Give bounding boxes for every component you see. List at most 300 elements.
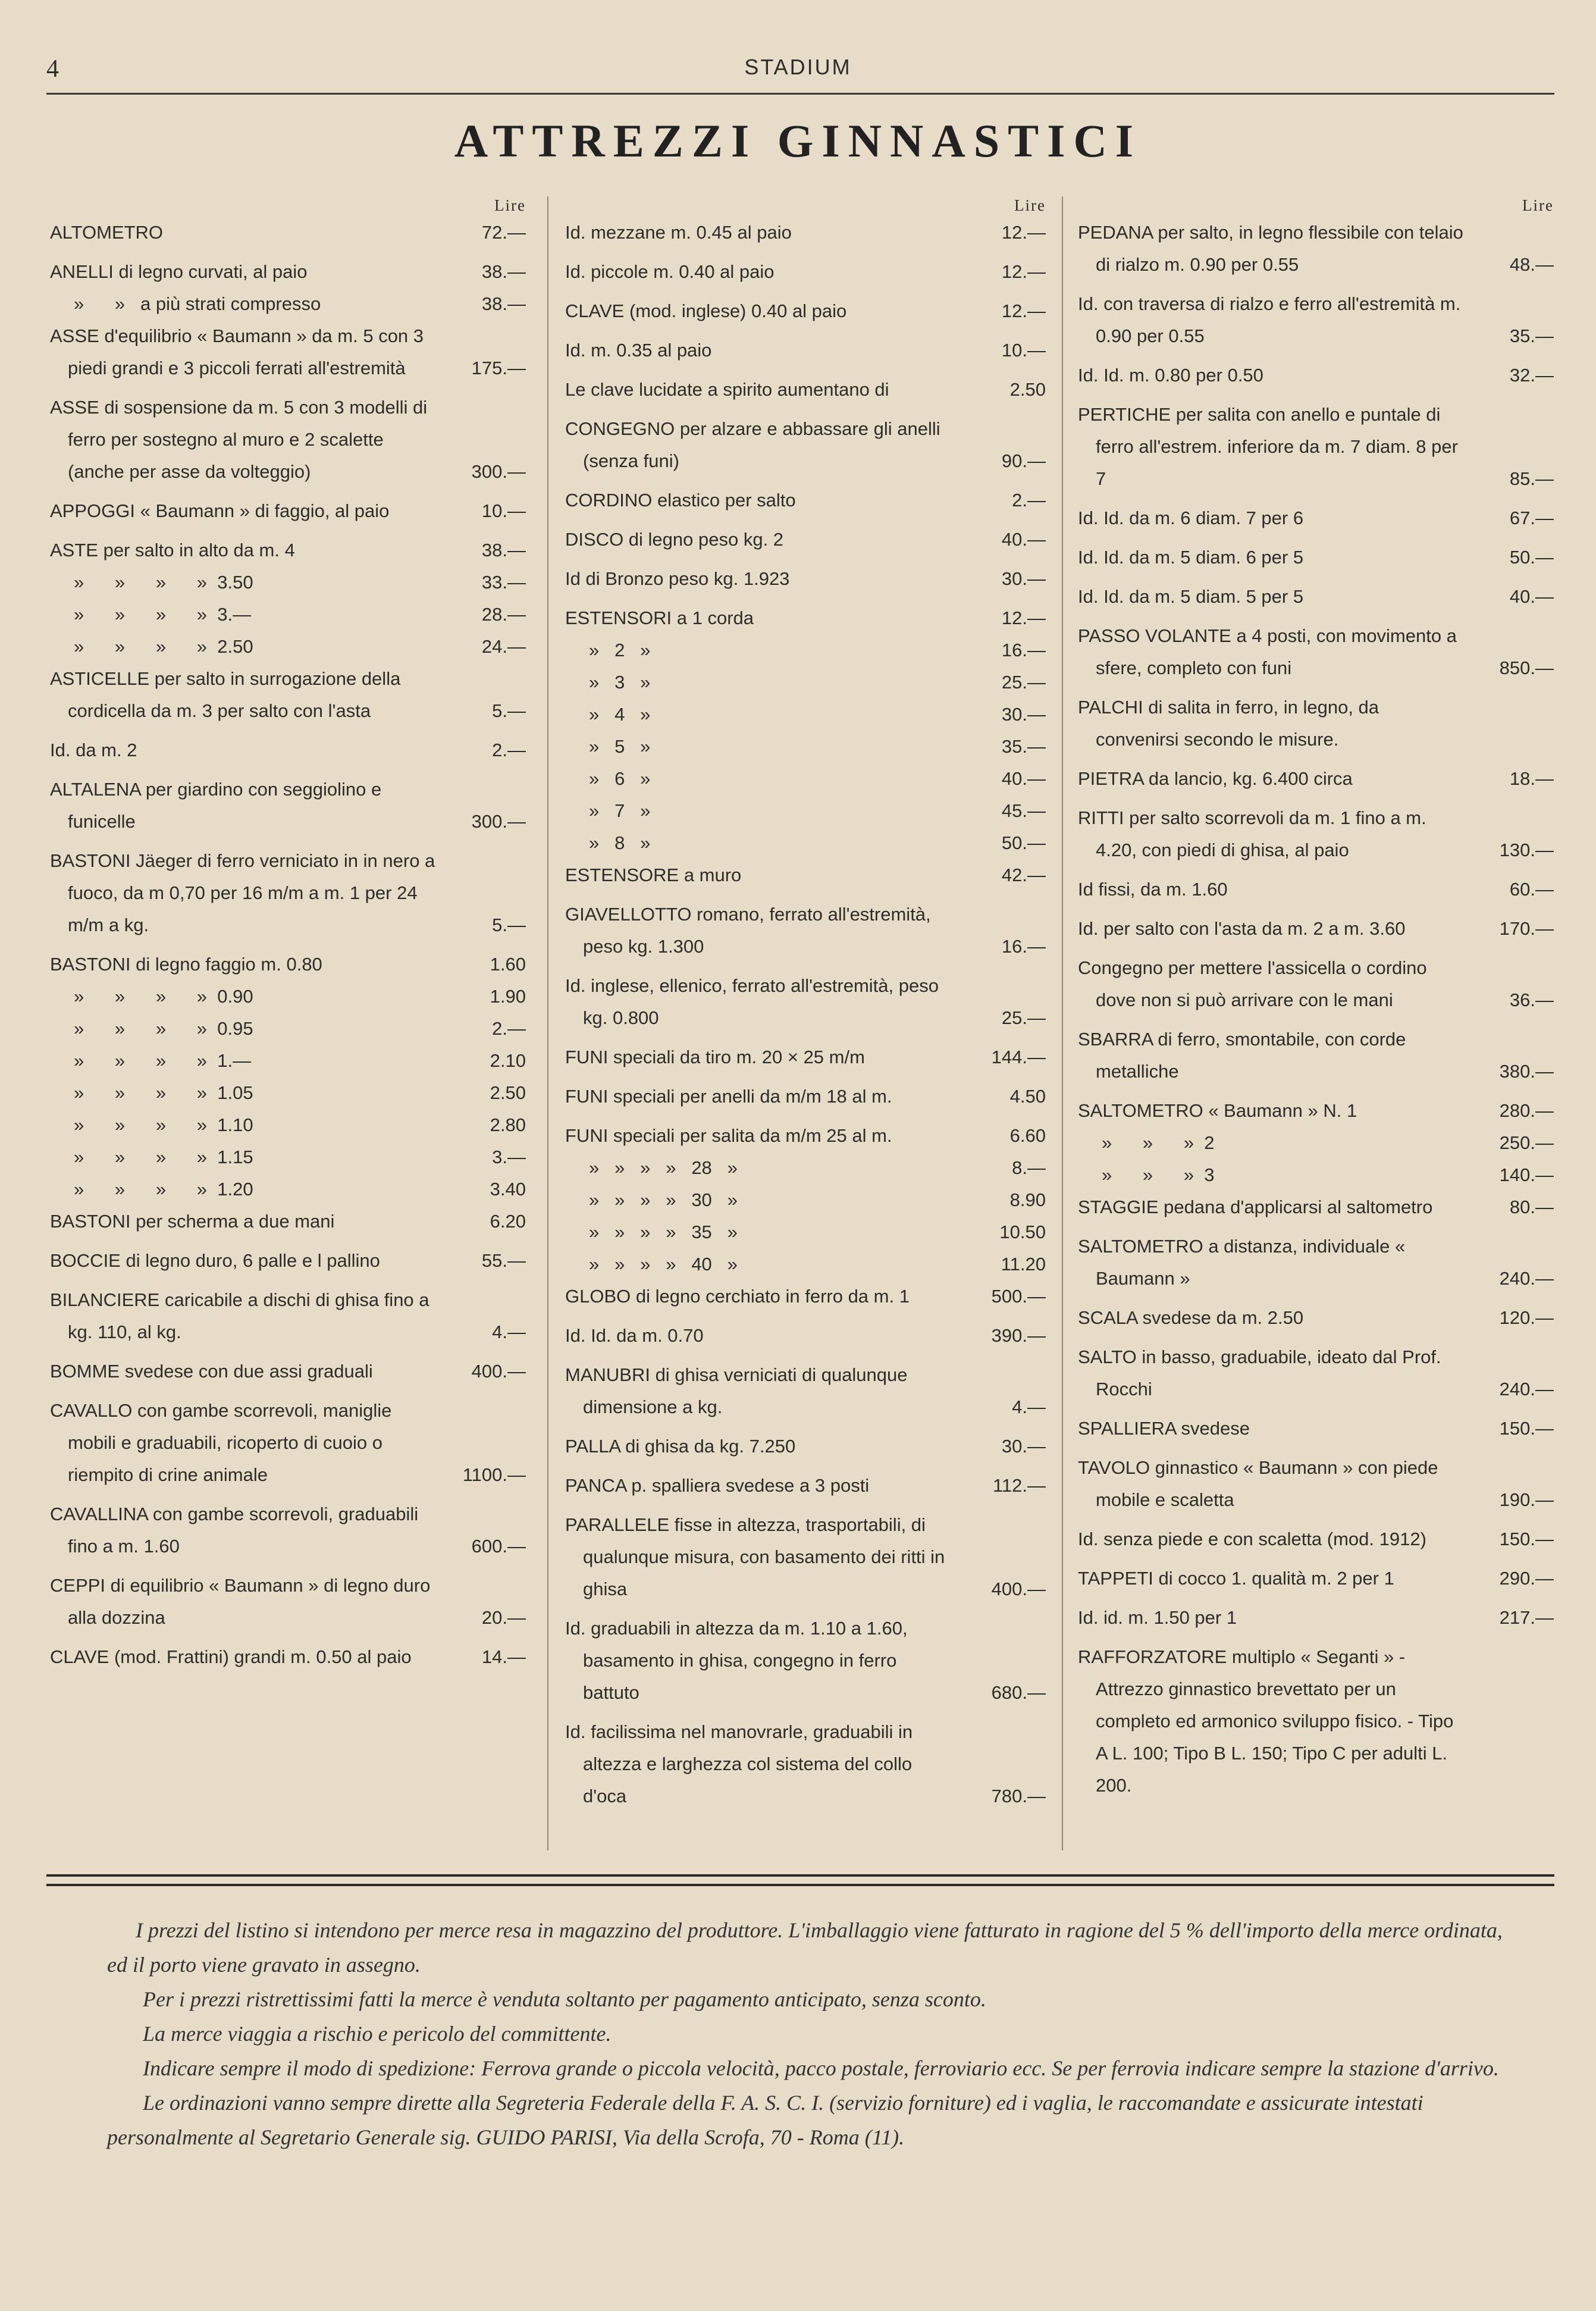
- item-price: 60.—: [1509, 879, 1554, 900]
- item-description: » 6 »: [589, 768, 651, 789]
- entry-spacer: [1078, 1295, 1554, 1302]
- item-description: ALTALENA per giardino con seggiolino e funicelle: [50, 779, 382, 832]
- item-description: RITTI per salto scorrevoli da m. 1 fino a m. 4.20, con piedi di ghisa, al paio: [1078, 807, 1426, 860]
- price-entry: [565, 1280, 1046, 1313]
- price-entry: [1078, 581, 1554, 613]
- item-description: ESTENSORI a 1 corda: [565, 608, 754, 628]
- item-price: 40.—: [1001, 529, 1046, 550]
- price-entry: [1078, 952, 1554, 1016]
- price-entry: [1078, 1302, 1554, 1334]
- item-price: 175.—: [471, 358, 526, 378]
- item-price: 2.80: [490, 1114, 526, 1135]
- item-description: » » » » 3.50: [74, 572, 253, 593]
- entry-spacer: [1078, 1223, 1554, 1230]
- entry-spacer: [565, 1034, 1046, 1041]
- price-entry: [565, 763, 1046, 795]
- entry-spacer: [50, 838, 526, 845]
- item-description: Id. facilissima nel manovrarle, graduabili in altezza e larghezza col sistema del collo d'oca: [565, 1721, 913, 1806]
- item-description: Id. mezzane m. 0.45 al paio: [565, 222, 792, 243]
- entry-spacer: [1078, 1445, 1554, 1452]
- item-price: 190.—: [1499, 1489, 1554, 1510]
- item-description: FUNI speciali per anelli da m/m 18 al m.: [565, 1086, 892, 1107]
- price-entry: [50, 845, 526, 941]
- entry-spacer: [565, 963, 1046, 970]
- item-price: 12.—: [1001, 300, 1046, 321]
- entry-spacer: [565, 249, 1046, 256]
- entry-spacer: [1078, 1634, 1554, 1641]
- item-description: Id. da m. 2: [50, 740, 137, 760]
- price-entry: [50, 1245, 526, 1277]
- item-description: Id. id. m. 1.50 per 1: [1078, 1607, 1237, 1628]
- price-entry: [50, 1077, 526, 1109]
- item-price: 38.—: [481, 261, 526, 282]
- price-entry: [565, 1184, 1046, 1216]
- price-entry: [50, 288, 526, 320]
- item-price: 8.—: [1012, 1157, 1046, 1178]
- item-description: FUNI speciali per salita da m/m 25 al m.: [565, 1125, 892, 1146]
- entry-spacer: [565, 891, 1046, 898]
- item-price: 16.—: [1001, 640, 1046, 660]
- entry-spacer: [50, 1388, 526, 1395]
- footer-rule: [46, 1874, 1554, 1877]
- price-entry: [565, 256, 1046, 288]
- price-entry: [50, 1141, 526, 1173]
- entry-spacer: [50, 384, 526, 392]
- entry-spacer: [1078, 756, 1554, 763]
- item-price: 1100.—: [462, 1464, 526, 1485]
- entry-spacer: [1078, 906, 1554, 913]
- price-entry: [565, 1359, 1046, 1423]
- entry-spacer: [1078, 1516, 1554, 1523]
- price-entry: [565, 1081, 1046, 1113]
- item-description: » 7 »: [589, 800, 651, 821]
- lire-column-heading: Lire: [1014, 196, 1046, 214]
- price-entry: [1078, 502, 1554, 534]
- item-price: 80.—: [1509, 1197, 1554, 1217]
- item-description: ANELLI di legno curvati, al paio: [50, 261, 308, 282]
- price-entry: [565, 1120, 1046, 1152]
- item-description: BOCCIE di legno duro, 6 palle e l pallino: [50, 1250, 380, 1271]
- item-description: Congegno per mettere l'assicella o cordino dove non si può arrivare con le mani: [1078, 957, 1427, 1010]
- item-description: STAGGIE pedana d'applicarsi al saltometro: [1078, 1197, 1433, 1217]
- price-entry: [50, 1395, 526, 1491]
- item-description: ALTOMETRO: [50, 222, 164, 243]
- item-price: 3.40: [490, 1179, 526, 1200]
- item-description: PANCA p. spalliera svedese a 3 posti: [565, 1475, 870, 1496]
- price-entry: [1078, 1095, 1554, 1127]
- price-entry: [565, 699, 1046, 731]
- price-entry: [1078, 1159, 1554, 1191]
- price-entry: [50, 566, 526, 599]
- item-description: PARALLELE fisse in altezza, trasportabili, di qualunque misura, con basamento dei ritti in ghisa: [565, 1514, 945, 1599]
- item-price: 16.—: [1001, 936, 1046, 957]
- entry-spacer: [565, 556, 1046, 563]
- item-price: 10.50: [999, 1222, 1046, 1242]
- item-price: 48.—: [1509, 254, 1554, 275]
- item-description: » » » » 40 »: [589, 1254, 738, 1275]
- price-entry: [565, 795, 1046, 827]
- item-description: CLAVE (mod. inglese) 0.40 al paio: [565, 300, 847, 321]
- entry-spacer: [565, 367, 1046, 374]
- entry-spacer: [565, 1313, 1046, 1320]
- item-price: 250.—: [1499, 1132, 1554, 1153]
- item-price: 300.—: [471, 461, 526, 482]
- item-description: SBARRA di ferro, smontabile, con corde metalliche: [1078, 1029, 1406, 1082]
- item-description: » 2 »: [589, 640, 651, 660]
- item-price: 390.—: [991, 1325, 1046, 1346]
- item-price: 38.—: [481, 293, 526, 314]
- item-price: 35.—: [1001, 736, 1046, 757]
- price-entry: [50, 1045, 526, 1077]
- item-price: 170.—: [1499, 918, 1554, 939]
- price-entry: [565, 634, 1046, 666]
- note-paragraph: Per i prezzi ristrettissimi fatti la merce è venduta soltanto per pagamento anticipato, senza sconto.: [143, 1987, 986, 2011]
- price-entry: [1078, 1562, 1554, 1595]
- price-entry: [565, 970, 1046, 1034]
- item-description: Id. m. 0.35 al paio: [565, 340, 712, 361]
- item-description: Id. Id. m. 0.80 per 0.50: [1078, 365, 1263, 386]
- item-price: 30.—: [1001, 568, 1046, 589]
- price-entry: [50, 392, 526, 488]
- entry-spacer: [1078, 684, 1554, 691]
- item-price: 90.—: [1001, 450, 1046, 471]
- item-price: 6.20: [490, 1211, 526, 1232]
- item-description: » 5 »: [589, 736, 651, 757]
- item-price: 290.—: [1499, 1568, 1554, 1589]
- item-description: » » » » 3.—: [74, 604, 252, 625]
- item-description: FUNI speciali da tiro m. 20 × 25 m/m: [565, 1047, 865, 1067]
- footer-rule: [46, 1884, 1554, 1886]
- item-description: ASTE per salto in alto da m. 4: [50, 540, 295, 560]
- entry-spacer: [565, 327, 1046, 334]
- item-description: TAPPETI di cocco 1. qualità m. 2 per 1: [1078, 1568, 1394, 1589]
- price-entry: [565, 666, 1046, 699]
- item-description: APPOGGI « Baumann » di faggio, al paio: [50, 500, 390, 521]
- price-entry: [565, 334, 1046, 367]
- price-entry: [565, 827, 1046, 859]
- item-price: 85.—: [1509, 468, 1554, 489]
- item-description: Id di Bronzo peso kg. 1.923: [565, 568, 790, 589]
- entry-spacer: [1078, 1595, 1554, 1602]
- item-description: SALTOMETRO « Baumann » N. 1: [1078, 1100, 1357, 1121]
- entry-spacer: [1078, 1334, 1554, 1341]
- price-entry: [50, 1205, 526, 1238]
- price-entry: [50, 599, 526, 631]
- price-entry: [565, 1041, 1046, 1073]
- item-price: 8.90: [1009, 1189, 1046, 1210]
- item-price: 300.—: [471, 811, 526, 832]
- item-description: » » » » 28 »: [589, 1157, 738, 1178]
- price-entry: [1078, 1023, 1554, 1088]
- entry-spacer: [565, 516, 1046, 524]
- item-price: 30.—: [1001, 704, 1046, 725]
- item-price: 5.—: [492, 700, 526, 721]
- price-entry: [565, 1509, 1046, 1605]
- price-entry: [1078, 620, 1554, 684]
- entry-spacer: [1078, 1405, 1554, 1413]
- item-description: MANUBRI di ghisa verniciati di qualunque dimensione a kg.: [565, 1364, 908, 1417]
- item-price: 45.—: [1001, 800, 1046, 821]
- item-price: 1.90: [490, 986, 526, 1007]
- price-entry: [565, 1470, 1046, 1502]
- item-description: Id. graduabili in altezza da m. 1.10 a 1.60, basamento in ghisa, congegno in ferro battuto: [565, 1618, 908, 1703]
- note-paragraph: Indicare sempre il modo di spedizione: Ferrova grande o piccola velocità, pacco postale, ferroviario ecc. Se per ferrovia indicare sempre la stazione d'arrivo.: [143, 2056, 1499, 2080]
- price-entry: [565, 217, 1046, 249]
- price-entry: [565, 1716, 1046, 1812]
- price-entry: [1078, 359, 1554, 392]
- price-entry: [1078, 1602, 1554, 1634]
- entry-spacer: [565, 288, 1046, 295]
- price-entry: [565, 524, 1046, 556]
- price-entry: [565, 602, 1046, 634]
- running-title: STADIUM: [744, 55, 852, 79]
- item-price: 67.—: [1509, 508, 1554, 528]
- price-entry: [1078, 288, 1554, 352]
- item-price: 140.—: [1499, 1164, 1554, 1185]
- item-description: » » » » 1.10: [74, 1114, 253, 1135]
- price-column-2: [565, 196, 1046, 1812]
- entry-spacer: [50, 488, 526, 495]
- item-price: 112.—: [992, 1475, 1046, 1496]
- price-entry: [565, 859, 1046, 891]
- price-entry: [1078, 763, 1554, 795]
- item-price: 500.—: [991, 1286, 1046, 1307]
- entry-spacer: [50, 527, 526, 534]
- entry-spacer: [565, 1352, 1046, 1359]
- item-description: » » » » 1.—: [74, 1050, 252, 1071]
- item-description: » » » » 1.20: [74, 1179, 253, 1200]
- price-entry: [50, 1109, 526, 1141]
- entry-spacer: [50, 727, 526, 734]
- item-price: 25.—: [1001, 1007, 1046, 1028]
- item-price: 4.—: [492, 1322, 526, 1342]
- entry-spacer: [1078, 613, 1554, 620]
- entry-spacer: [50, 1348, 526, 1355]
- item-price: 40.—: [1509, 586, 1554, 607]
- price-entry: [1078, 913, 1554, 945]
- item-description: » » » » 0.90: [74, 986, 253, 1007]
- item-price: 33.—: [481, 572, 526, 593]
- entry-spacer: [50, 1238, 526, 1245]
- item-description: Id. piccole m. 0.40 al paio: [565, 261, 775, 282]
- entry-spacer: [1078, 1555, 1554, 1562]
- item-description: PASSO VOLANTE a 4 posti, con movimento a sfere, completo con funi: [1078, 625, 1457, 678]
- price-entry: [565, 413, 1046, 477]
- item-description: » » » » 0.95: [74, 1018, 253, 1039]
- item-price: 40.—: [1001, 768, 1046, 789]
- price-entry: [50, 495, 526, 527]
- item-price: 240.—: [1499, 1268, 1554, 1289]
- price-entry: [50, 663, 526, 727]
- item-price: 2.—: [492, 740, 526, 760]
- entry-spacer: [1078, 1088, 1554, 1095]
- price-entry: [565, 1612, 1046, 1709]
- item-description: GIAVELLOTTO romano, ferrato all'estremità, peso kg. 1.300: [565, 904, 931, 957]
- lire-column-heading: Lire: [494, 196, 526, 214]
- entry-spacer: [1078, 352, 1554, 359]
- item-description: » » » » 35 »: [589, 1222, 738, 1242]
- price-entry: [50, 774, 526, 838]
- item-price: 42.—: [1001, 865, 1046, 885]
- entry-spacer: [50, 249, 526, 256]
- item-price: 38.—: [481, 540, 526, 560]
- price-entry: [50, 948, 526, 981]
- item-description: BILANCIERE caricabile a dischi di ghisa fino a kg. 110, al kg.: [50, 1289, 429, 1342]
- item-price: 50.—: [1001, 832, 1046, 853]
- price-entry: [1078, 691, 1554, 756]
- price-entry: [50, 1641, 526, 1673]
- item-price: 240.—: [1499, 1379, 1554, 1399]
- note-paragraph: I prezzi del listino si intendono per merce resa in magazzino del produttore. L'imballaggio viene fatturato in ragione del 5 % dell'importo della merce ordinata, ed il porto viene gravato in assegno.: [107, 1918, 1503, 1977]
- item-price: 2.50: [1009, 379, 1046, 400]
- item-description: Id. per salto con l'asta da m. 2 a m. 3.60: [1078, 918, 1406, 939]
- item-description: Id. Id. da m. 6 diam. 7 per 6: [1078, 508, 1304, 528]
- item-price: 11.20: [1001, 1254, 1046, 1275]
- entry-spacer: [1078, 281, 1554, 288]
- item-price: 12.—: [1001, 608, 1046, 628]
- item-description: Id. Id. da m. 0.70: [565, 1325, 704, 1346]
- item-description: DISCO di legno peso kg. 2: [565, 529, 784, 550]
- entry-spacer: [565, 1113, 1046, 1120]
- entry-spacer: [50, 1277, 526, 1284]
- entry-spacer: [50, 941, 526, 948]
- item-price: 10.—: [481, 500, 526, 521]
- item-description: CEPPI di equilibrio « Baumann » di legno duro alla dozzina: [50, 1575, 431, 1628]
- entry-spacer: [1078, 945, 1554, 952]
- item-price: 12.—: [1001, 261, 1046, 282]
- item-description: PEDANA per salto, in legno flessibile con telaio di rialzo m. 0.90 per 0.55: [1078, 222, 1463, 275]
- price-entry: [1078, 1413, 1554, 1445]
- entry-spacer: [50, 1491, 526, 1498]
- entry-spacer: [565, 406, 1046, 413]
- item-price: 1.60: [490, 954, 526, 975]
- item-price: 780.—: [991, 1786, 1046, 1806]
- item-description: GLOBO di legno cerchiato in ferro da m. 1: [565, 1286, 910, 1307]
- item-description: Id. inglese, ellenico, ferrato all'estremità, peso kg. 0.800: [565, 975, 939, 1028]
- item-price: 14.—: [481, 1646, 526, 1667]
- item-price: 25.—: [1001, 672, 1046, 693]
- column-divider: [547, 196, 548, 1850]
- entry-spacer: [565, 595, 1046, 602]
- entry-spacer: [565, 477, 1046, 484]
- price-entry: [565, 1248, 1046, 1280]
- item-price: 2.50: [490, 1082, 526, 1103]
- price-entry: [50, 1284, 526, 1348]
- item-description: Id. senza piede e con scaletta (mod. 1912): [1078, 1529, 1426, 1549]
- entry-spacer: [50, 1634, 526, 1641]
- item-description: » 3 »: [589, 672, 651, 693]
- price-entry: [50, 1013, 526, 1045]
- item-description: » » » » 2.50: [74, 636, 253, 657]
- item-description: ASTICELLE per salto in surrogazione della cordicella da m. 3 per salto con l'asta: [50, 668, 401, 721]
- price-entry: [1078, 217, 1554, 281]
- price-entry: [565, 898, 1046, 963]
- header-rule: [46, 93, 1554, 95]
- item-description: CORDINO elastico per salto: [565, 490, 796, 511]
- item-price: 4.—: [1012, 1396, 1046, 1417]
- price-entry: [1078, 1452, 1554, 1516]
- item-price: 217.—: [1499, 1607, 1554, 1628]
- item-description: ESTENSORE a muro: [565, 865, 742, 885]
- price-entry: [1078, 541, 1554, 574]
- price-entry: [1078, 1523, 1554, 1555]
- item-description: » » » » 1.15: [74, 1147, 253, 1167]
- item-description: CAVALLO con gambe scorrevoli, maniglie mobili e graduabili, ricoperto di cuoio o riempito di crine animale: [50, 1400, 392, 1485]
- price-entry: [50, 1498, 526, 1562]
- item-price: 2.—: [1012, 490, 1046, 511]
- item-price: 600.—: [471, 1536, 526, 1557]
- item-price: 150.—: [1499, 1529, 1554, 1549]
- item-price: 120.—: [1499, 1307, 1554, 1328]
- notes-section: [107, 1913, 1525, 2155]
- entry-spacer: [1078, 795, 1554, 802]
- item-price: 50.—: [1509, 547, 1554, 568]
- item-description: BOMME svedese con due assi graduali: [50, 1361, 373, 1382]
- entry-spacer: [565, 1709, 1046, 1716]
- item-price: 850.—: [1499, 657, 1554, 678]
- entry-spacer: [50, 1562, 526, 1570]
- item-description: » 4 »: [589, 704, 651, 725]
- item-price: 72.—: [481, 222, 526, 243]
- price-entry: [50, 256, 526, 288]
- item-description: RAFFORZATORE multiplo « Seganti » - Attrezzo ginnastico brevettato per un completo ed armonico sviluppo fisico. - Tipo A L. 100; Tipo B L. 150; Tipo C per adulti L. 200.: [1078, 1646, 1454, 1796]
- item-price: 400.—: [991, 1579, 1046, 1599]
- item-price: 36.—: [1509, 989, 1554, 1010]
- price-entry: [1078, 873, 1554, 906]
- price-entry: [565, 563, 1046, 595]
- entry-spacer: [565, 1463, 1046, 1470]
- price-entry: [1078, 1127, 1554, 1159]
- item-price: 2.—: [492, 1018, 526, 1039]
- item-description: SCALA svedese da m. 2.50: [1078, 1307, 1304, 1328]
- price-column-3: [1078, 196, 1554, 1802]
- item-description: PALCHI di salita in ferro, in legno, da convenirsi secondo le misure.: [1078, 697, 1379, 750]
- entry-spacer: [1078, 866, 1554, 873]
- entry-spacer: [565, 1073, 1046, 1081]
- price-entry: [565, 295, 1046, 327]
- item-description: SPALLIERA svedese: [1078, 1418, 1250, 1439]
- item-description: PALLA di ghisa da kg. 7.250: [565, 1436, 796, 1457]
- price-entry: [50, 1355, 526, 1388]
- item-price: 30.—: [1001, 1436, 1046, 1457]
- lire-column-heading: Lire: [1522, 196, 1554, 214]
- item-description: SALTOMETRO a distanza, individuale « Baumann »: [1078, 1236, 1406, 1289]
- price-entry: [1078, 399, 1554, 495]
- item-description: Le clave lucidate a spirito aumentano di: [565, 379, 889, 400]
- item-price: 3.—: [492, 1147, 526, 1167]
- item-price: 150.—: [1499, 1418, 1554, 1439]
- item-description: ASSE di sospensione da m. 5 con 3 modelli di ferro per sostegno al muro e 2 scalette (anche per asse da volteggio): [50, 397, 428, 482]
- item-price: 2.10: [490, 1050, 526, 1071]
- item-price: 400.—: [471, 1361, 526, 1382]
- entry-spacer: [565, 1502, 1046, 1509]
- item-description: TAVOLO ginnastico « Baumann » con piede mobile e scaletta: [1078, 1457, 1438, 1510]
- item-price: 18.—: [1509, 768, 1554, 789]
- price-entry: [1078, 802, 1554, 866]
- item-price: 20.—: [481, 1607, 526, 1628]
- price-entry: [1078, 1191, 1554, 1223]
- item-description: PERTICHE per salita con anello e puntale di ferro all'estrem. inferiore da m. 7 diam. 8 per 7: [1078, 404, 1458, 489]
- price-entry: [1078, 1230, 1554, 1295]
- page-number: 4: [46, 55, 59, 83]
- item-description: » » » » 30 »: [589, 1189, 738, 1210]
- entry-spacer: [1078, 495, 1554, 502]
- entry-spacer: [1078, 534, 1554, 541]
- entry-spacer: [1078, 574, 1554, 581]
- item-description: Id. con traversa di rialzo e ferro all'estremità m. 0.90 per 0.55: [1078, 293, 1461, 346]
- item-description: SALTO in basso, graduabile, ideato dal Prof. Rocchi: [1078, 1346, 1441, 1399]
- item-description: PIETRA da lancio, kg. 6.400 circa: [1078, 768, 1353, 789]
